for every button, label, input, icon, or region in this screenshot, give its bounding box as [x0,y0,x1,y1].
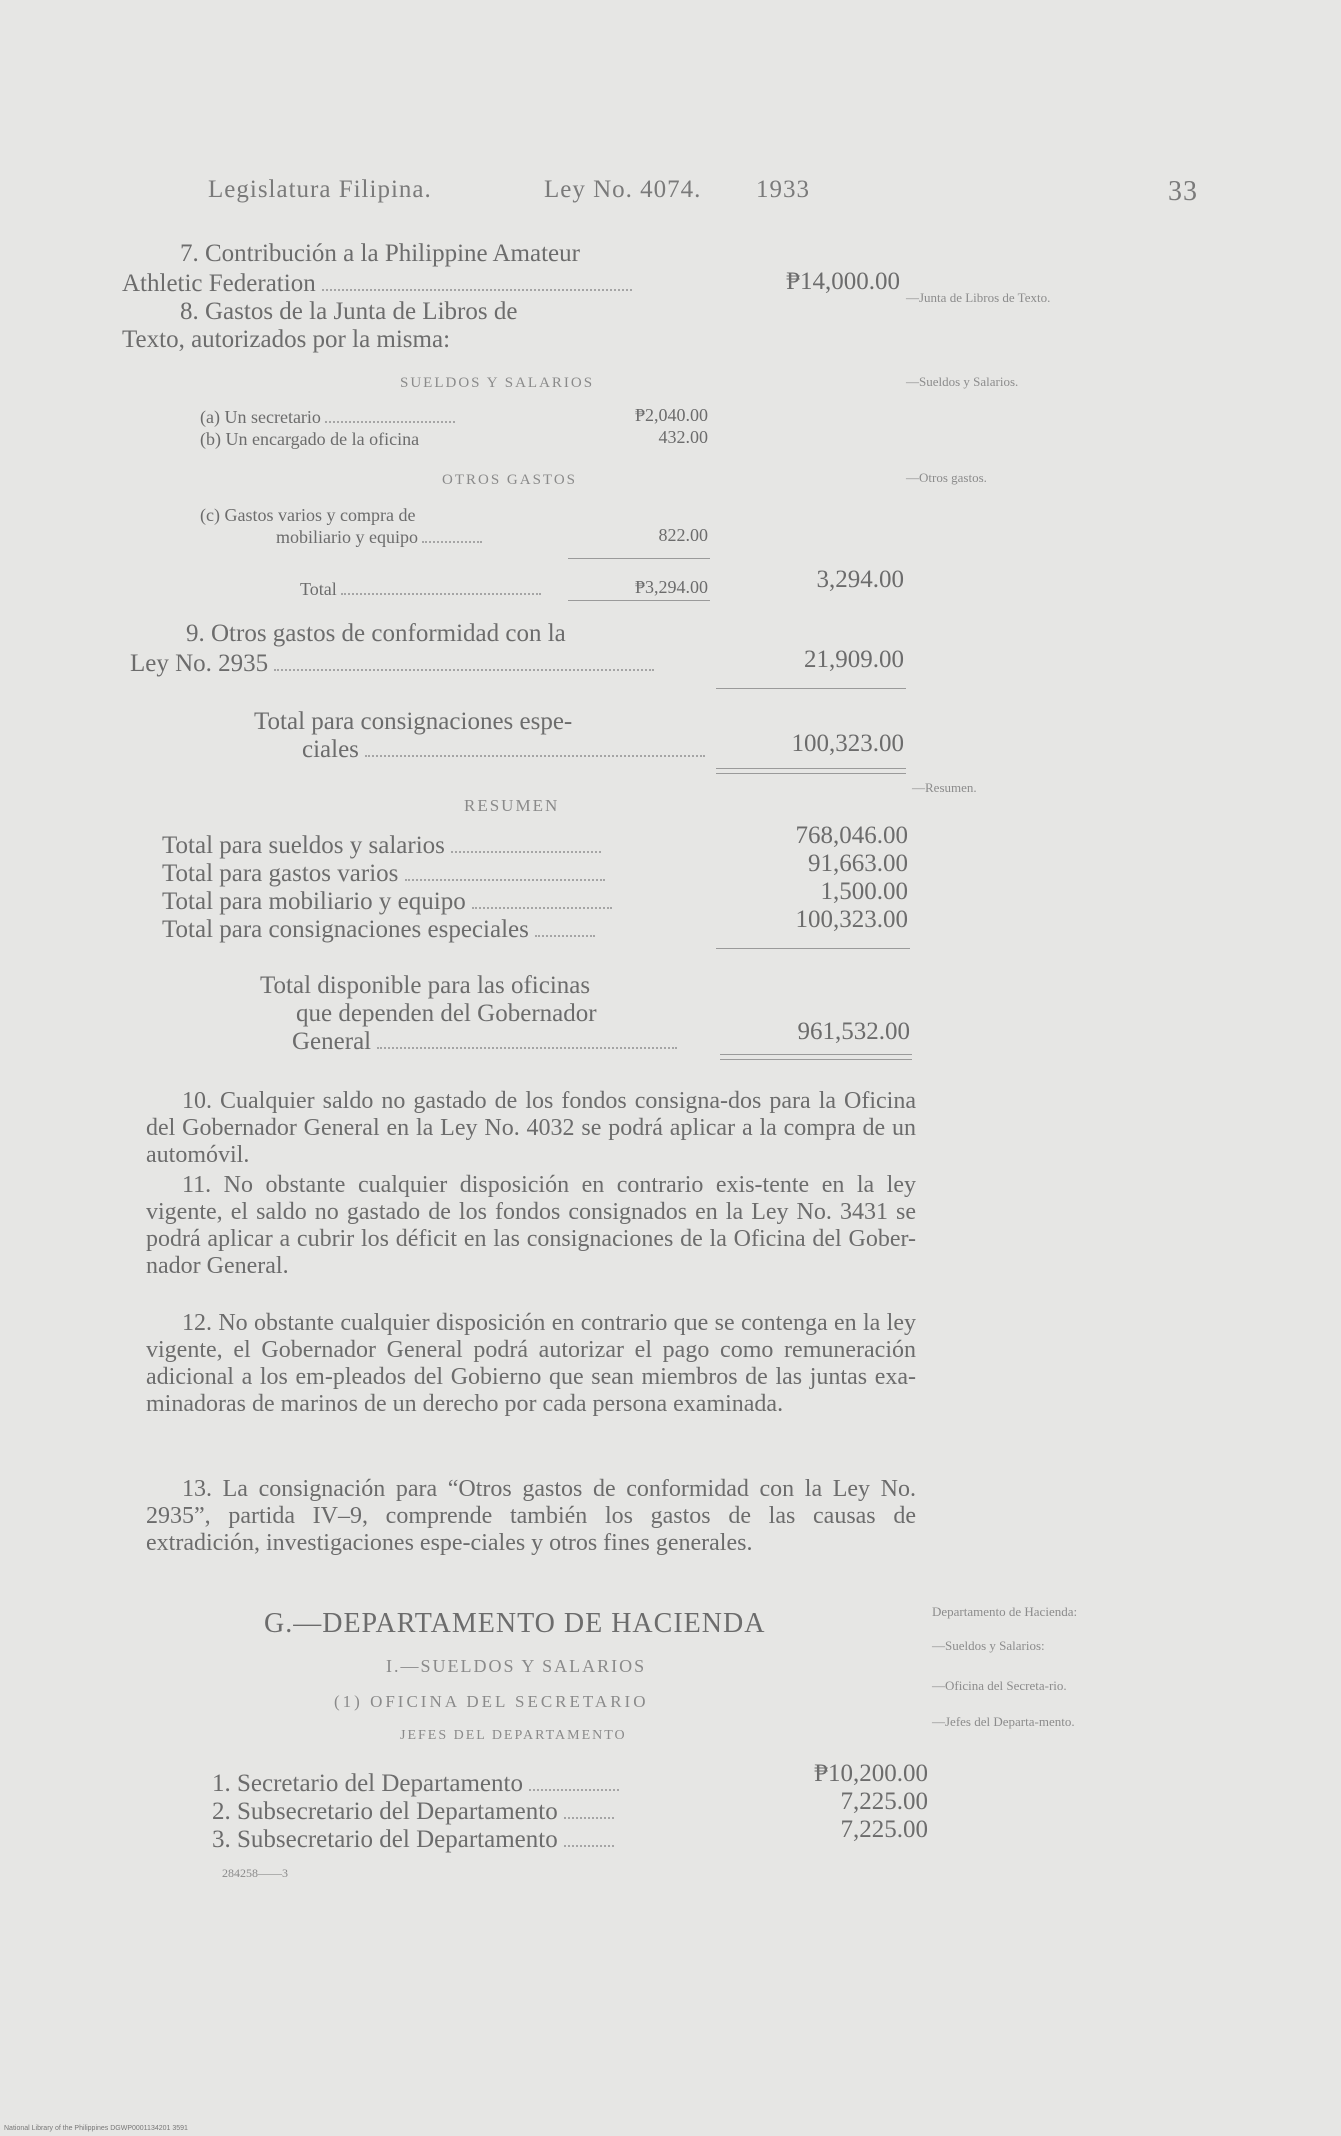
item9-rule [716,688,906,689]
resumen-row-4: Total para consignaciones especiales [162,916,595,944]
scan-footer: National Library of the Philippines DGWP0001134201 3591 [4,2125,188,2132]
print-code: 284258——3 [222,1866,288,1880]
margin-note-jefes: —Jefes del Departa-mento. [932,1714,1075,1729]
item-a-label: (a) Un secretario [200,406,455,428]
double-rule-bottom [716,773,906,774]
section-g-row-1: 1. Secretario del Departamento [212,1770,619,1798]
margin-note-dept2: —Sueldos y Salarios: [932,1638,1045,1653]
item8-line1: 8. Gastos de la Junta de Libros de [180,298,518,325]
paragraph-12: 12. No obstante cualquier disposición en contrario que se contenga en la ley vigente, el Gobernador General podrá autorizar el pago como remuneración adicional a los em-pleados del Gobierno que sean miembros de las juntas exa-minadoras de marinos de un derecho por cada persona examinada. [146,1310,916,1417]
section-g-amount-1: ₱10,200.00 [814,1760,928,1787]
section-g-row-2: 2. Subsecretario del Departamento [212,1798,614,1826]
resumen-amount-4: 100,323.00 [795,906,908,933]
item-a-amount: ₱2,040.00 [634,405,708,425]
item-c-amount: 822.00 [658,525,708,545]
item-c-line2: mobiliario y equipo [276,526,482,548]
item9-line2: Ley No. 2935 [130,650,654,678]
section-g-amount-3: 7,225.00 [840,1816,928,1843]
margin-note-otros: —Otros gastos. [906,470,987,485]
item8-line2: Texto, autorizados por la misma: [122,326,451,353]
resumen-total-line3: General [292,1028,677,1056]
year: 1933 [756,176,810,203]
section-g-sub1: I.—SUELDOS Y SALARIOS [386,1656,647,1676]
total-especiales-line1: Total para consignaciones espe- [254,708,573,735]
double-rule-top [716,768,906,769]
section-g-heading: G.—DEPARTAMENTO DE HACIENDA [264,1608,766,1639]
resumen-row-3: Total para mobiliario y equipo [162,888,612,916]
margin-note-sueldos: —Sueldos y Salarios. [906,374,1019,389]
resumen-row-1: Total para sueldos y salarios [162,832,601,860]
resumen-amount-1: 768,046.00 [795,822,908,849]
item-b-label: (b) Un encargado de la oficina [200,429,420,449]
item-c-line1: (c) Gastos varios y compra de [200,505,416,525]
paragraph-10: 10. Cualquier saldo no gastado de los fondos consigna-dos para la Oficina del Gobernador General en la Ley No. 4032 se podrá aplicar a la compra de un automóvil. [146,1088,916,1168]
resumen-row-2: Total para gastos varios [162,860,605,888]
section-g-sub3: JEFES DEL DEPARTAMENTO [400,1728,627,1743]
total-especiales-amount: 100,323.00 [791,730,904,757]
running-title: Legislatura Filipina. [208,176,432,203]
total8-label: Total [300,578,541,600]
resumen-amount-3: 1,500.00 [820,878,908,905]
section-g-sub2: (1) OFICINA DEL SECRETARIO [334,1692,649,1711]
otros-heading: OTROS GASTOS [442,472,577,488]
margin-note-junta: —Junta de Libros de Texto. [906,290,1051,305]
final-double-rule-top [720,1054,912,1055]
item7-line1: 7. Contribución a la Philippine Amateur [180,240,580,267]
paragraph-13: 13. La consignación para “Otros gastos de conformidad con la Ley No. 2935”, partida IV–9, comprende también los gastos de las causas de extradición, investigaciones espe-ciales y otros fines generales. [146,1476,916,1556]
item7-line2: Athletic Federation [122,270,632,298]
margin-note-dept: Departamento de Hacienda: [932,1604,1078,1619]
item9-amount: 21,909.00 [804,646,904,673]
page-number: 33 [1168,176,1198,207]
resumen-heading: RESUMEN [464,796,560,815]
total8-amount: ₱3,294.00 [634,577,708,597]
resumen-total-line2: que dependen del Gobernador [296,1000,597,1027]
resumen-amount-2: 91,663.00 [808,850,908,877]
total8-rule [568,600,710,601]
final-double-rule-bottom [720,1059,912,1060]
section-g-row-3: 3. Subsecretario del Departamento [212,1826,614,1854]
item-b-amount: 432.00 [658,427,708,447]
resumen-total-line1: Total disponible para las oficinas [260,972,591,999]
sueldos-heading: SUELDOS Y SALARIOS [400,375,595,391]
item7-amount: ₱14,000.00 [786,268,900,295]
item9-line1: 9. Otros gastos de conformidad con la [186,620,566,647]
margin-note-resumen: —Resumen. [912,780,977,795]
resumen-rule [716,948,910,949]
margin-note-oficina: —Oficina del Secreta-rio. [932,1678,1067,1693]
resumen-total-amount: 961,532.00 [797,1018,910,1045]
law-number: Ley No. 4074. [544,176,702,203]
subtotal-rule [568,558,710,559]
total-especiales-line2: ciales [302,736,705,764]
paragraph-11: 11. No obstante cualquier disposición en contrario exis-tente en la ley vigente, el saldo no gastado de los fondos consignados en la Ley No. 3431 se podrá aplicar a cubrir los déficit en las consignaciones de la Oficina del Gober-nador General. [146,1172,916,1279]
total8-carried: 3,294.00 [816,566,904,593]
section-g-amount-2: 7,225.00 [840,1788,928,1815]
